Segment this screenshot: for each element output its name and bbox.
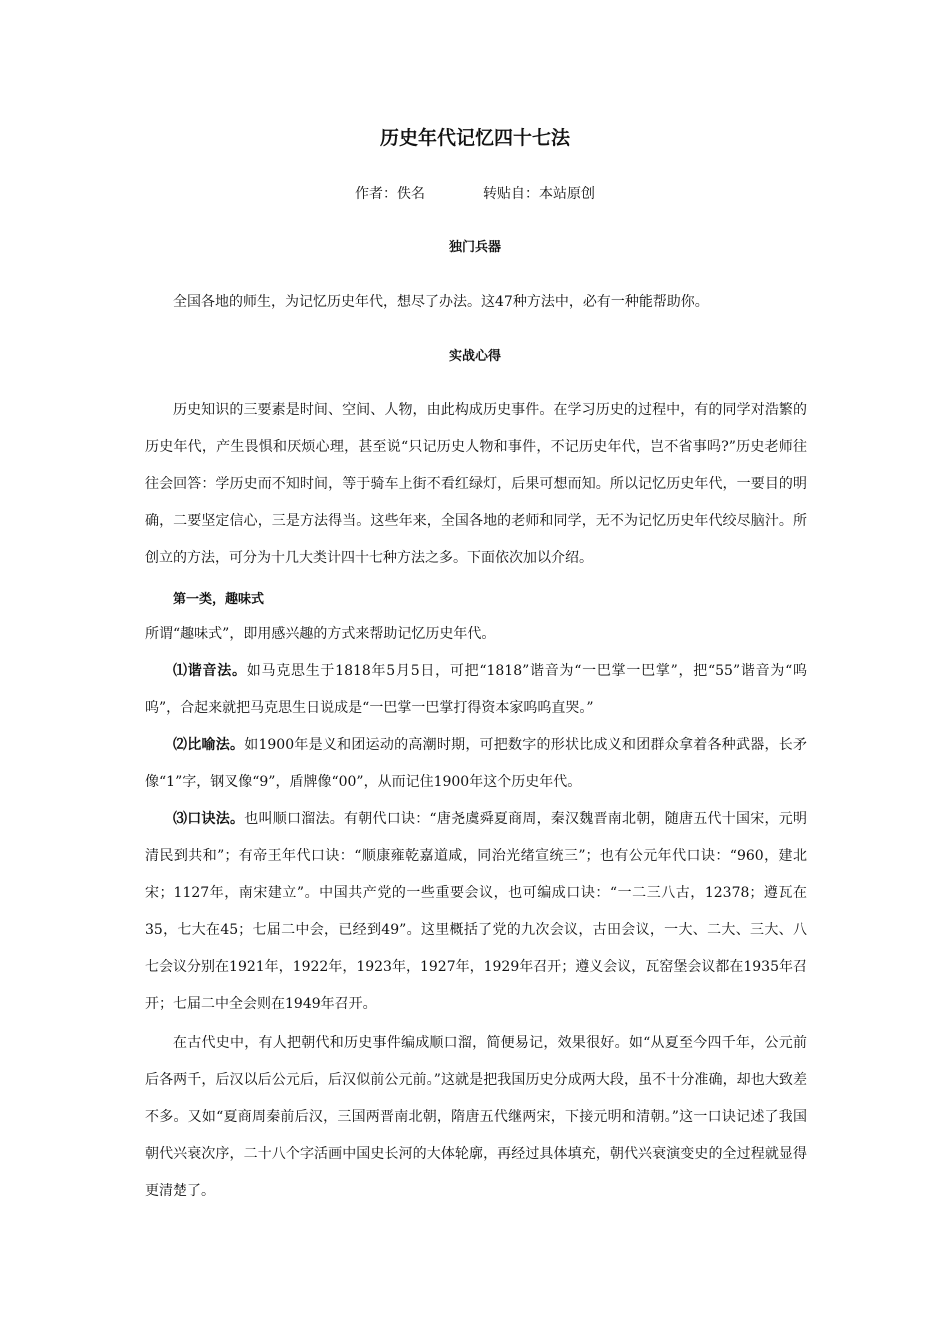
method-text: 也叫顺口溜法。有朝代口诀：“唐尧虞舜夏商周，秦汉魏晋南北朝，随唐五代十国宋，元明清民到共和”；有帝王年代口诀：“顺康雍乾嘉道咸，同治光绪宣统三”；也有公元年代口诀：“960，建北宋；1127年，南宋建立”。中国共产党的一些重要会议，也可编成口诀：“一二三八古，12378；遵瓦在35，七大在45；七届二中会，已经到49”。这里概括了党的九次会议，古田会议，一大、二大、三大、八七会议分别在1921年，1922年，1923年，1927年，1929年召开；遵义会议，瓦窑堡会议都在1935年召开；七届二中全会则在1949年召开。: [145, 811, 808, 1012]
method-metaphor: [145, 727, 807, 801]
section-heading-unique-weapon: 独门兵器: [448, 240, 501, 255]
author-label: 作者：佚名: [355, 186, 425, 202]
source-label: 转贴自：本站原创: [483, 186, 595, 202]
method-label: ⑶口诀法。: [173, 811, 245, 827]
method-mnemonic: [145, 801, 807, 1023]
category-definition: 所谓“趣味式”，即用感兴趣的方式来帮助记忆历史年代。: [145, 626, 496, 642]
method-label: ⑵比喻法。: [173, 737, 245, 753]
section-heading-combat-experience: 实战心得: [448, 349, 501, 364]
method-text: 如马克思生于1818年5月5日，可把“1818”谐音为“一巴掌一巴掌”，把“55”谐音为“呜呜”，合起来就把马克思生日说成是“一巴掌一巴掌打得资本家呜呜直哭。”: [145, 663, 807, 716]
method-text: 如1900年是义和团运动的高潮时期，可把数字的形状比成义和团群众拿着各种武器，长矛像“1”字，钢叉像“9”，盾牌像“00”，从而记住1900年这个历史年代。: [145, 737, 807, 790]
intro-paragraph: 全国各地的师生，为记忆历史年代，想尽了办法。这47种方法中，必有一种能帮助你。: [173, 294, 709, 310]
ancient-history-paragraph: 在古代史中，有人把朝代和历史事件编成顺口溜，简便易记，效果很好。如“从夏至今四千年，公元前后各两千，后汉以后公元后，后汉似前公元前。”这就是把我国历史分成两大段，虽不十分准确，却也大致差不多。又如“夏商周秦前后汉，三国两晋南北朝，隋唐五代继两宋，下接元明和清朝。”这一口诀记述了我国朝代兴衰次序，二十八个字活画中国史长河的大体轮廓，再经过具体填充，朝代兴衰演变史的全过程就显得更清楚了。: [145, 1035, 807, 1199]
category-heading: 第一类，趣味式: [173, 592, 265, 607]
page-title: 历史年代记忆四十七法: [379, 127, 570, 149]
method-homophone: [145, 653, 807, 727]
byline: [0, 184, 950, 204]
method-label: ⑴谐音法。: [173, 663, 247, 679]
experience-paragraph: 历史知识的三要素是时间、空间、人物，由此构成历史事件。在学习历史的过程中，有的同学对浩繁的历史年代，产生畏惧和厌烦心理，甚至说“只记历史人物和事件，不记历史年代，岂不省事吗?”历史老师往往会回答：学历史而不知时间，等于骑车上街不看红绿灯，后果可想而知。所以记忆历史年代，一要目的明确，二要坚定信心，三是方法得当。这些年来，全国各地的老师和同学，无不为记忆历史年代绞尽脑汁。所创立的方法，可分为十几大类计四十七种方法之多。下面依次加以介绍。: [145, 402, 807, 566]
